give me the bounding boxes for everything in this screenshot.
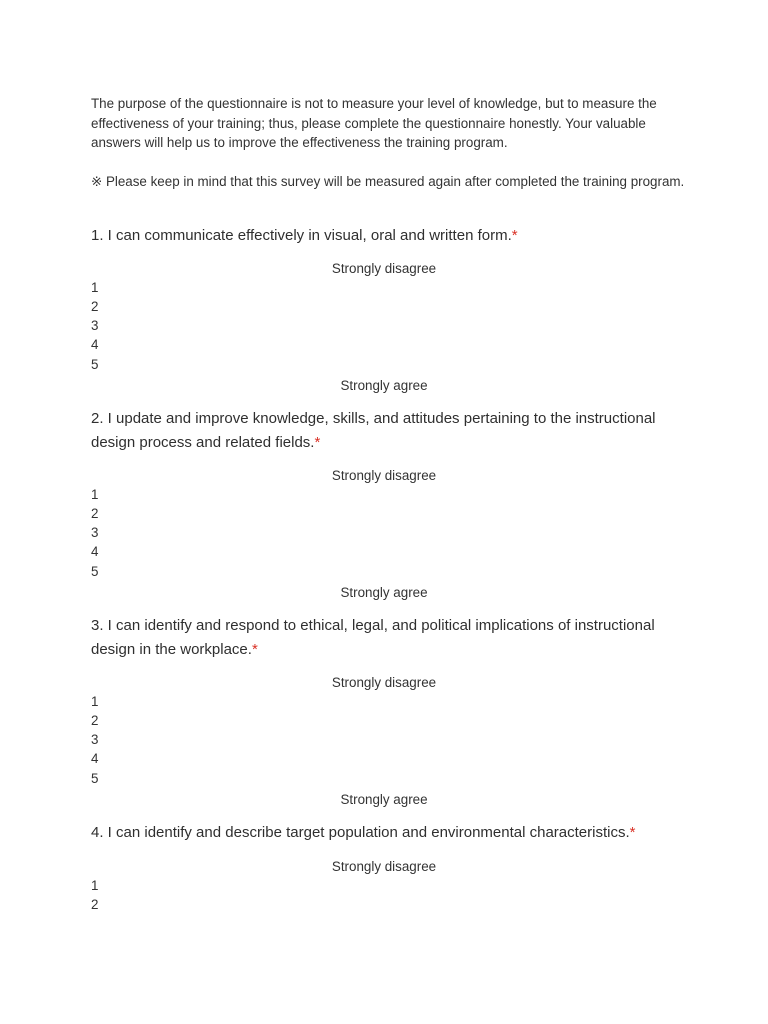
scale-high-label: Strongly agree	[340, 792, 428, 807]
q2-option-2[interactable]: 2	[91, 506, 99, 521]
scale-low-label: Strongly disagree	[331, 261, 437, 276]
q1-option-3[interactable]: 3	[91, 318, 99, 333]
note-text: ※ Please keep in mind that this survey will be measured again after completed the training program.	[91, 174, 685, 189]
q4-option-2[interactable]: 2	[91, 897, 99, 912]
question-4	[91, 821, 691, 845]
q3-option-4[interactable]: 4	[91, 751, 99, 766]
q2-option-3[interactable]: 3	[91, 525, 99, 540]
scale-low-label: Strongly disagree	[331, 675, 437, 690]
q3-option-3[interactable]: 3	[91, 732, 99, 747]
q2-option-5[interactable]: 5	[91, 564, 99, 579]
question-2	[91, 407, 691, 455]
q3-option-5[interactable]: 5	[91, 771, 99, 786]
required-mark: *	[629, 824, 636, 841]
q1-option-1[interactable]: 1	[91, 280, 99, 295]
question-3-text: 3. I can identify and respond to ethical, legal, and political implications of instructional design in the workplace.	[91, 617, 655, 658]
scale-high-label: Strongly agree	[340, 378, 428, 393]
question-2-text: 2. I update and improve knowledge, skills, and attitudes pertaining to the instructional design process and related fields.	[91, 410, 656, 451]
q1-option-5[interactable]: 5	[91, 357, 99, 372]
question-1-text: 1. I can communicate effectively in visual, oral and written form.	[91, 227, 512, 244]
question-3	[91, 614, 691, 662]
q1-option-4[interactable]: 4	[91, 337, 99, 352]
intro-text: The purpose of the questionnaire is not to measure your level of knowledge, but to measure the effectiveness of your training; thus, please complete the questionnaire honestly. Your valuable answers will help us to improve the effectiveness the training program.	[91, 96, 657, 150]
q2-option-4[interactable]: 4	[91, 544, 99, 559]
q3-option-2[interactable]: 2	[91, 713, 99, 728]
q4-option-1[interactable]: 1	[91, 878, 99, 893]
q1-option-2[interactable]: 2	[91, 299, 99, 314]
required-mark: *	[511, 227, 518, 244]
q2-option-1[interactable]: 1	[91, 487, 99, 502]
required-mark: *	[251, 641, 258, 658]
scale-low-label: Strongly disagree	[331, 468, 437, 483]
scale-low-label: Strongly disagree	[331, 859, 437, 874]
question-4-text: 4. I can identify and describe target population and environmental characteristics.	[91, 824, 630, 841]
required-mark: *	[314, 434, 321, 451]
question-1	[91, 224, 691, 248]
scale-high-label: Strongly agree	[340, 585, 428, 600]
q3-option-1[interactable]: 1	[91, 694, 99, 709]
